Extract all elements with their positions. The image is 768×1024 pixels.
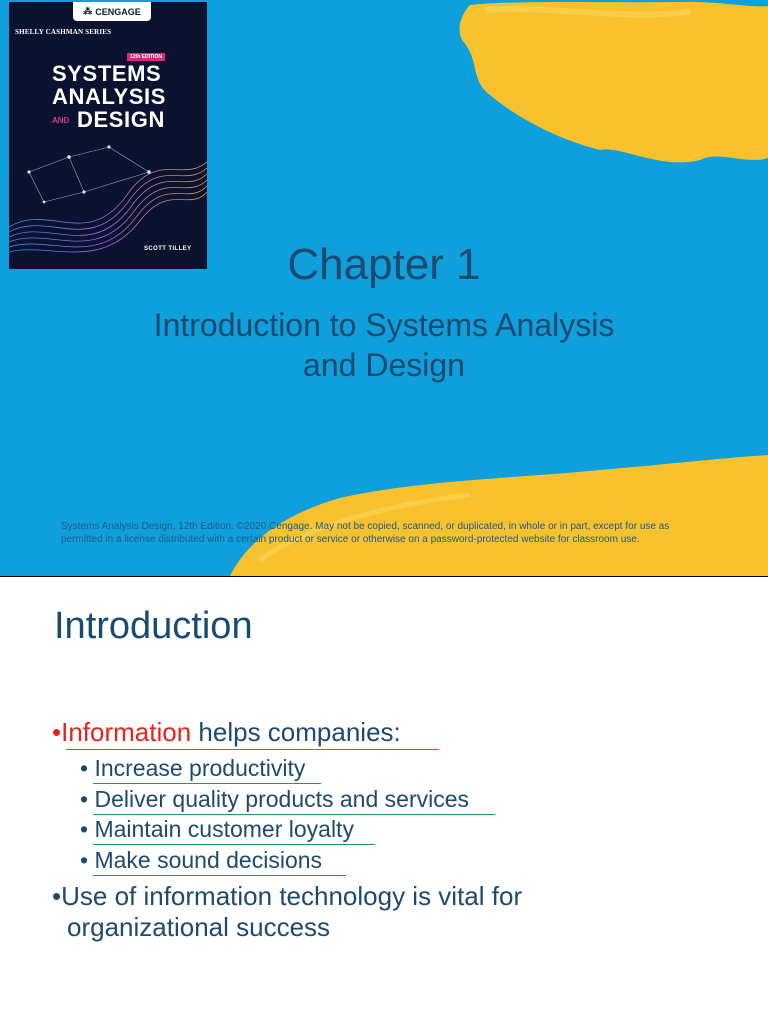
book-title-line1: SYSTEMS xyxy=(52,61,162,86)
bullet1-text: helps companies: xyxy=(191,717,401,747)
copyright-footer xyxy=(61,520,751,546)
bullet-dot-icon: • xyxy=(80,755,95,781)
slide-heading: Introduction xyxy=(54,605,253,647)
sub-bullet-label[interactable]: Make sound decisions xyxy=(94,847,323,873)
chapter-subtitle-line2: and Design xyxy=(303,347,465,383)
sub-bullet-label[interactable]: Deliver quality products and services xyxy=(94,786,470,812)
sub-bullet-label[interactable]: Increase productivity xyxy=(94,755,306,781)
book-edition: 12th EDITION xyxy=(127,53,165,61)
green-underline xyxy=(93,814,495,815)
introduction-slide xyxy=(0,577,768,1024)
bullet-dot-icon: • xyxy=(52,881,62,911)
book-title-line2: ANALYSIS xyxy=(52,84,167,109)
sub-bullet xyxy=(80,816,354,843)
green-underline xyxy=(93,875,346,876)
bullet-dot-icon: • xyxy=(80,786,95,812)
bullet-information xyxy=(52,717,401,748)
book-title-line3: DESIGN xyxy=(77,107,165,132)
book-title-and: AND xyxy=(52,116,70,125)
cengage-logo-icon: ⁂ xyxy=(83,6,93,16)
bullet-it-vital xyxy=(52,881,652,943)
bullet2-line2: organizational success xyxy=(67,912,331,942)
green-underline xyxy=(93,783,321,784)
book-author: SCOTT TILLEY xyxy=(144,246,192,252)
green-underline xyxy=(93,844,375,845)
publisher-logo: ⁂ CENGAGE xyxy=(73,2,151,21)
footer-line2: permitted in a license distributed with a certain product or service or otherwise on a password-protected website for classroom use. xyxy=(61,534,640,545)
sub-bullet xyxy=(80,755,305,782)
chapter-subtitle xyxy=(60,305,708,385)
footer-line1: Systems Analysis Design, 12th Edition. ©2020 Cengage. May not be copied, scanned, or duplicated, in whole or in part, except for use as xyxy=(61,521,670,532)
red-underline xyxy=(66,749,439,750)
bullet-dot-icon: • xyxy=(52,717,62,747)
sub-bullet xyxy=(80,786,469,813)
chapter-subtitle-line1: Introduction to Systems Analysis xyxy=(153,307,615,343)
bullet-dot-icon: • xyxy=(80,816,95,842)
sub-bullet-label[interactable]: Maintain customer loyalty xyxy=(94,816,354,842)
sub-bullet xyxy=(80,847,322,874)
book-cover-image xyxy=(9,2,207,269)
bullet2-line1: Use of information technology is vital for xyxy=(61,881,523,911)
chapter-title: Chapter 1 xyxy=(287,240,481,289)
book-series: SHELLY CASHMAN SERIES xyxy=(15,28,112,36)
information-link[interactable]: Information xyxy=(61,717,192,747)
bullet-dot-icon: • xyxy=(80,847,95,873)
